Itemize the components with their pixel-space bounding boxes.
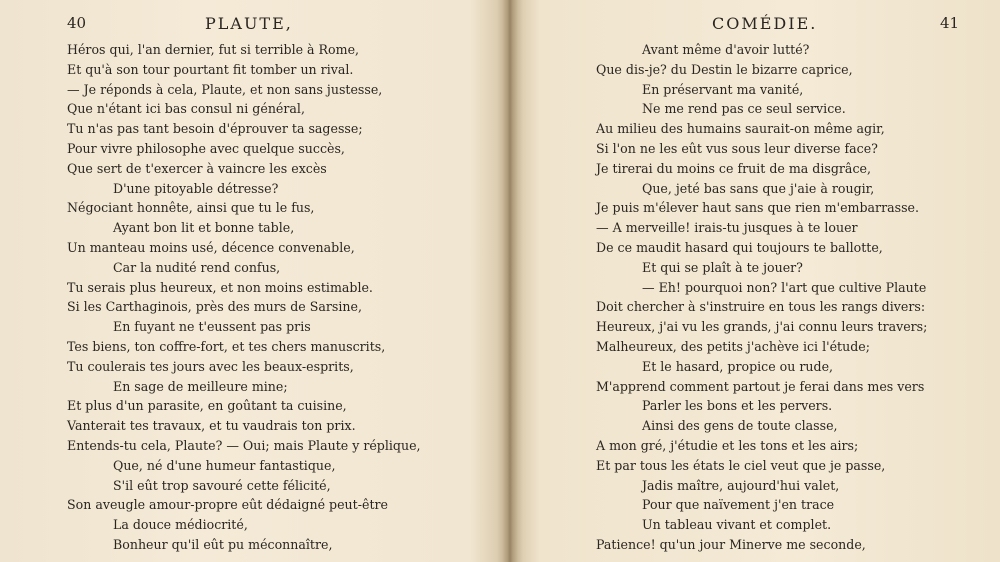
right-page-header bbox=[512, 12, 1000, 36]
verse-line: Que, né d'une humeur fantastique, bbox=[113, 457, 336, 473]
verse-line: Entends-tu cela, Plaute? — Oui; mais Plaute y réplique, bbox=[67, 437, 421, 453]
verse-line: Parler les bons et les pervers. bbox=[642, 398, 833, 414]
verse-line: Heureux, j'ai vu les grands, j'ai connu leurs travers; bbox=[596, 319, 928, 335]
verse-line: Que sert de t'exercer à vaincre les excès bbox=[67, 160, 327, 176]
verse-line: En sage de meilleure mine; bbox=[113, 378, 288, 394]
verse-line: — Je réponds à cela, Plaute, et non sans justesse, bbox=[67, 81, 383, 97]
verse-line: En fuyant ne t'eussent pas pris bbox=[113, 319, 311, 335]
verse-line: Pour vivre philosophe avec quelque succès, bbox=[67, 140, 345, 156]
verse-line: Je puis m'élever haut sans que rien m'embarrasse. bbox=[596, 200, 919, 216]
verse-line: Vanterait tes travaux, et tu vaudrais ton prix. bbox=[67, 418, 356, 434]
page-number: 40 bbox=[67, 14, 87, 32]
verse-line: Bonheur qu'il eût pu méconnaître, bbox=[113, 536, 333, 552]
verse-line: Jadis maître, aujourd'hui valet, bbox=[642, 477, 840, 493]
verse-line: Que, jeté bas sans que j'aie à rougir, bbox=[642, 180, 875, 196]
verse-line: Malheureux, des petits j'achève ici l'étude; bbox=[596, 338, 870, 354]
verse-line: D'une pitoyable détresse? bbox=[113, 180, 279, 196]
verse-line: Si l'on ne les eût vus sous leur diverse face? bbox=[596, 140, 878, 156]
verse-line: — A merveille! irais-tu jusques à te louer bbox=[596, 220, 858, 236]
verse-line: Avant même d'avoir lutté? bbox=[642, 42, 810, 57]
verse-line: Un manteau moins usé, décence convenable, bbox=[67, 239, 355, 255]
verse-line: Si les Carthaginois, près des murs de Sarsine, bbox=[67, 299, 362, 315]
verse-line: Et par tous les états le ciel veut que je passe, bbox=[596, 457, 886, 473]
verse-line: Je tirerai du moins ce fruit de ma disgrâce, bbox=[596, 160, 871, 176]
running-head: PLAUTE, bbox=[205, 14, 293, 33]
verse-line: Ne me rend pas ce seul service. bbox=[642, 101, 846, 117]
verse-line: Tes biens, ton coffre-fort, et tes chers manuscrits, bbox=[67, 338, 386, 354]
verse-line: Que n'étant ici bas consul ni général, bbox=[67, 101, 305, 117]
verse-line: Pour que naïvement j'en trace bbox=[642, 497, 835, 513]
left-page-header bbox=[0, 12, 500, 36]
verse-line: Au milieu des humains saurait-on même agir, bbox=[596, 121, 885, 137]
verse-line: Tu coulerais tes jours avec les beaux-esprits, bbox=[67, 358, 354, 374]
verse-line: En préservant ma vanité, bbox=[642, 81, 804, 97]
verse-line: Un tableau vivant et complet. bbox=[642, 517, 832, 533]
verse-line: S'il eût trop savouré cette félicité, bbox=[113, 477, 331, 493]
verse-line: Et le hasard, propice ou rude, bbox=[642, 358, 834, 374]
verse-line: M'apprend comment partout je ferai dans mes vers bbox=[596, 378, 925, 394]
verse-line: Et qui se plaît à te jouer? bbox=[642, 259, 803, 275]
verse-line: A mon gré, j'étudie et les tons et les airs; bbox=[596, 437, 859, 453]
right-page bbox=[512, 0, 1000, 562]
verse-line: Ainsi des gens de toute classe, bbox=[642, 418, 838, 434]
verse-line: Négociant honnête, ainsi que tu le fus, bbox=[67, 200, 315, 216]
verse-line: Que dis-je? du Destin le bizarre caprice, bbox=[596, 61, 853, 77]
running-head: COMÉDIE. bbox=[712, 14, 818, 33]
verse-line: Héros qui, l'an dernier, fut si terrible à Rome, bbox=[67, 42, 360, 57]
verse-line: Tu n'as pas tant besoin d'éprouver ta sagesse; bbox=[67, 121, 363, 137]
verse-line: Et plus d'un parasite, en goûtant ta cuisine, bbox=[67, 398, 347, 414]
verse-line: Car la nudité rend confus, bbox=[113, 259, 281, 275]
page-number: 41 bbox=[940, 14, 960, 32]
verse-line: La douce médiocrité, bbox=[113, 517, 248, 533]
verse-line: Son aveugle amour-propre eût dédaigné peut-être bbox=[67, 497, 388, 513]
verse-line: Patience! qu'un jour Minerve me seconde, bbox=[596, 536, 866, 552]
verse-block bbox=[67, 40, 421, 555]
verse-line: Doit chercher à s'instruire en tous les rangs divers: bbox=[596, 299, 926, 315]
verse-line: — Eh! pourquoi non? l'art que cultive Plaute bbox=[642, 279, 927, 295]
verse-line: Ayant bon lit et bonne table, bbox=[113, 220, 295, 236]
verse-line: Et qu'à son tour pourtant fit tomber un rival. bbox=[67, 61, 354, 77]
verse-line: De ce maudit hasard qui toujours te ballotte, bbox=[596, 239, 883, 255]
verse-line: Tu serais plus heureux, et non moins estimable. bbox=[67, 279, 373, 295]
verse-block bbox=[596, 40, 927, 555]
